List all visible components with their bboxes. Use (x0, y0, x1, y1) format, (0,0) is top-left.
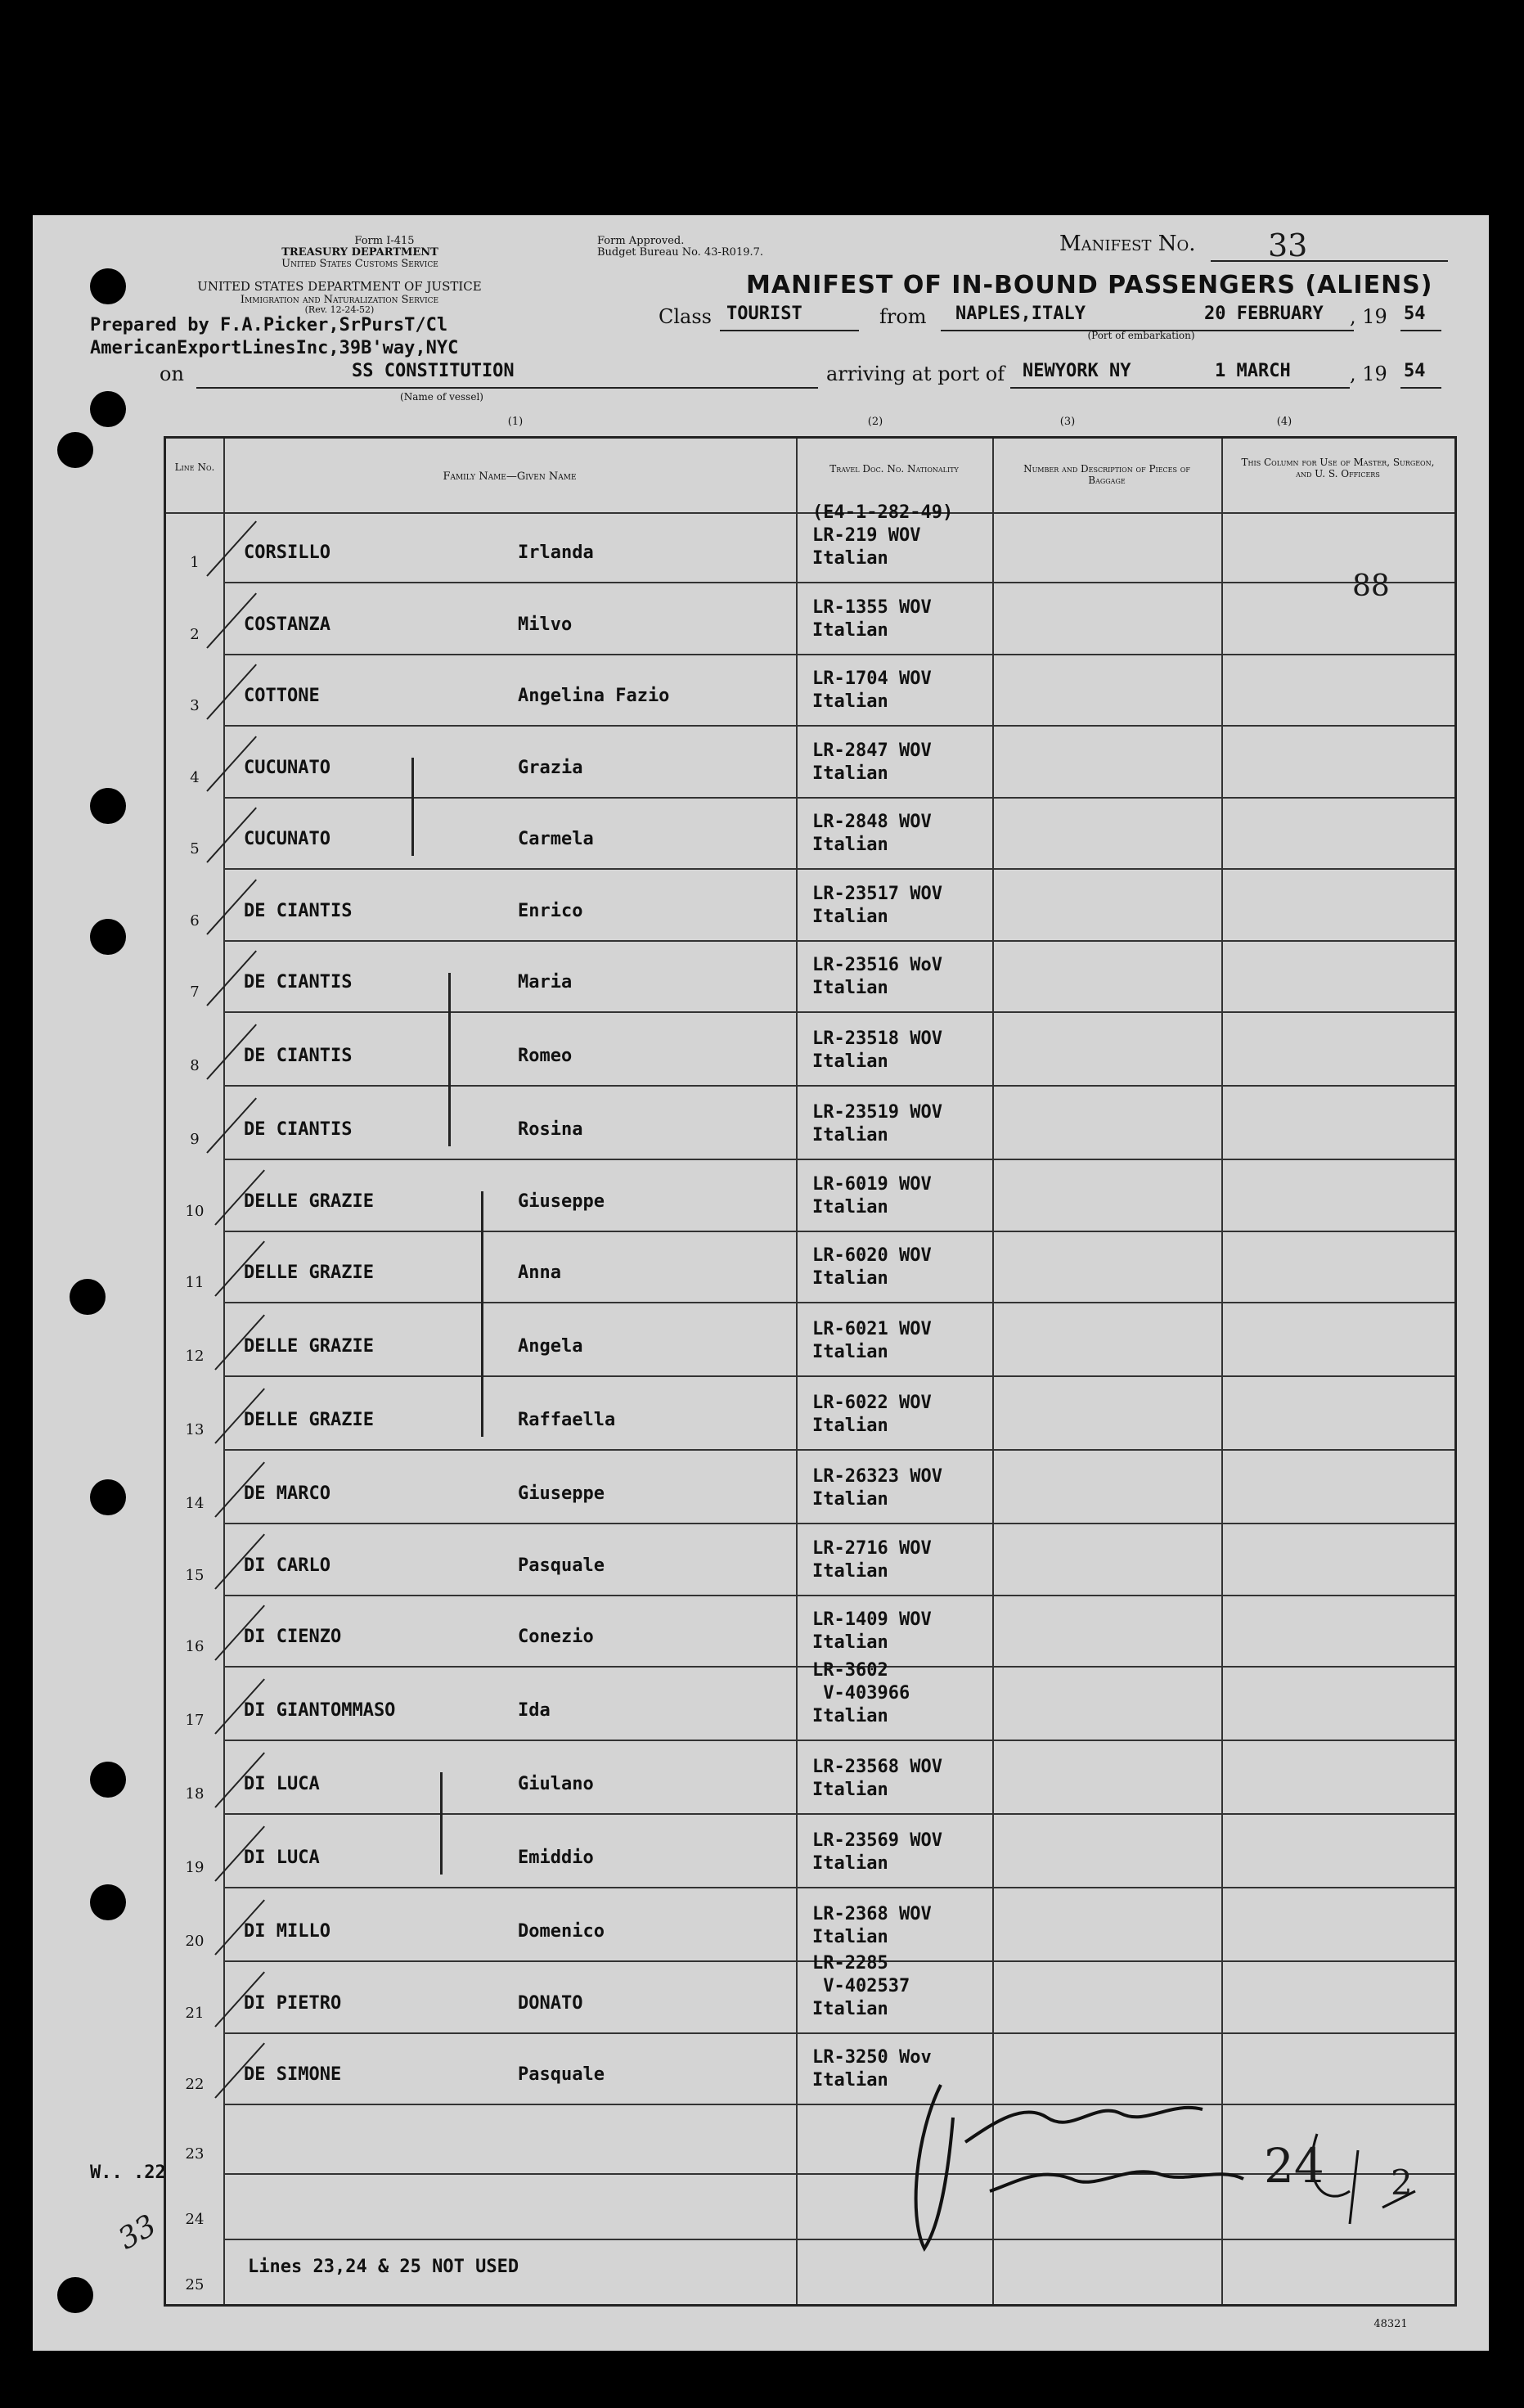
row-given-name: Conezio (518, 1627, 594, 1647)
row-given-name: Domenico (518, 1921, 605, 1942)
row-divider (223, 1449, 1454, 1451)
row-travel-doc: LR-6022 WOV Italian (812, 1393, 932, 1436)
col-divider (1221, 439, 1223, 2304)
row-given-name: Angela (518, 1336, 583, 1357)
year-line-2 (1400, 387, 1441, 389)
row-given-name: DONATO (518, 1993, 583, 2014)
family-group-bracket (440, 1772, 443, 1875)
arriving-label: arriving at port of (826, 362, 1005, 385)
row-line-number: 8 (190, 1057, 200, 1074)
row-family-name: DE CIANTIS (244, 972, 353, 992)
row-divider (223, 2032, 1454, 2034)
row-given-name: Maria (518, 972, 573, 992)
row-divider (223, 1302, 1454, 1303)
signature-mark-2: 2 (1391, 2163, 1413, 2203)
family-group-bracket (481, 1191, 483, 1437)
row-line-number: 10 (185, 1203, 205, 1220)
row-line-number: 25 (185, 2276, 205, 2293)
col-divider (223, 439, 225, 2304)
row-travel-doc: LR-23568 WOV Italian (812, 1757, 942, 1800)
row-travel-doc: LR-2847 WOV Italian (812, 740, 932, 784)
row-family-name: DI MILLO (244, 1921, 330, 1942)
row-travel-doc: LR-2848 WOV Italian (812, 812, 932, 855)
row-line-number: 20 (185, 1933, 205, 1950)
row-travel-doc: LR-6019 WOV Italian (812, 1174, 932, 1218)
family-group-bracket (448, 973, 451, 1146)
head-officers: This Column for Use of Master, Surgeon, and U. S. Officers (1241, 457, 1435, 479)
signature-mark: 24 (1264, 2138, 1324, 2194)
row-line-number: 6 (190, 912, 200, 929)
row-family-name: DI CIENZO (244, 1627, 342, 1647)
row-given-name: Enrico (518, 901, 583, 921)
row-family-name: DI LUCA (244, 1848, 320, 1868)
row-family-name: DELLE GRAZIE (244, 1336, 374, 1357)
year-prefix-2: , 19 (1350, 362, 1387, 385)
passenger-table (164, 436, 1457, 2307)
row-given-name: Pasquale (518, 2064, 605, 2085)
head-doc: Travel Doc. No. Nationality (829, 463, 959, 475)
budget-bureau: Budget Bureau No. 43-R019.7. (597, 246, 764, 259)
row-given-name: Emiddio (518, 1848, 594, 1868)
arrival-line (1010, 387, 1350, 389)
row-line-number: 19 (185, 1859, 205, 1876)
row-family-name: DI LUCA (244, 1774, 320, 1794)
row-line-number: 13 (185, 1421, 205, 1438)
row-travel-doc: LR-26323 WOV Italian (812, 1466, 942, 1510)
row-given-name: Giuseppe (518, 1483, 605, 1504)
prepared-by: Prepared by F.A.Picker,SrPursT/Cl (90, 315, 448, 335)
footer-note: Lines 23,24 & 25 NOT USED (248, 2257, 519, 2277)
row-travel-doc: LR-3250 Wov Italian (812, 2047, 932, 2091)
embarkation-port: NAPLES,ITALY (955, 304, 1086, 324)
row-line-number: 12 (185, 1348, 205, 1365)
row-family-name: DE CIANTIS (244, 901, 353, 921)
manifest-page (33, 215, 1489, 2351)
col-num-4: (4) (1276, 416, 1292, 428)
row-divider (223, 1375, 1454, 1377)
row-line-number: 23 (185, 2145, 205, 2163)
row-family-name: DI CARLO (244, 1555, 330, 1576)
col-divider (992, 439, 994, 2304)
row-travel-doc: LR-1355 WOV Italian (812, 597, 932, 641)
punch-hole (90, 1762, 126, 1798)
row-divider (223, 654, 1454, 655)
row-family-name: DE MARCO (244, 1483, 330, 1504)
row-divider (223, 1595, 1454, 1596)
margin-handwritten: 33 (112, 2208, 162, 2257)
row-divider (223, 797, 1454, 799)
manifest-no-line (1211, 260, 1448, 262)
row-divider (223, 940, 1454, 942)
revision: (Rev. 12-24-52) (304, 304, 375, 315)
vessel-caption: (Name of vessel) (400, 391, 483, 403)
row-family-name: DE CIANTIS (244, 1119, 353, 1140)
row-travel-doc: LR-3602 V-403966 Italian (812, 1660, 910, 1726)
year-1: 54 (1404, 304, 1426, 324)
row-family-name: CUCUNATO (244, 829, 330, 849)
punch-hole (90, 1884, 126, 1920)
manifest-no-label: Manifest No. (1059, 232, 1196, 256)
footer-code: 48321 (1373, 2318, 1408, 2330)
vessel-line (196, 387, 818, 389)
row-line-number: 21 (185, 2005, 205, 2022)
row-divider (223, 1085, 1454, 1087)
row-divider (223, 1523, 1454, 1524)
row-given-name: Giuseppe (518, 1191, 605, 1212)
col-num-3: (3) (1059, 416, 1076, 428)
row-line-number: 17 (185, 1712, 205, 1729)
punch-hole (90, 268, 126, 304)
row-family-name: COSTANZA (244, 614, 330, 635)
row-given-name: Carmela (518, 829, 594, 849)
row-travel-doc: (E4-1-282-49) LR-219 WOV Italian (812, 502, 954, 569)
row-given-name: Milvo (518, 614, 573, 635)
row-line-number: 16 (185, 1638, 205, 1655)
header-divider (166, 512, 1454, 514)
row-given-name: Pasquale (518, 1555, 605, 1576)
row-family-name: DELLE GRAZIE (244, 1191, 374, 1212)
officer-signature (892, 2068, 1423, 2257)
head-name: Family Name—Given Name (443, 470, 577, 483)
row-travel-doc: LR-23516 WoV Italian (812, 955, 942, 998)
port-caption: (Port of embarkation) (1087, 330, 1195, 341)
class-line (720, 330, 859, 331)
from-label: from (879, 305, 927, 328)
row-divider (223, 1159, 1454, 1160)
row-divider (223, 725, 1454, 727)
form-number: Form I-415 (354, 235, 415, 247)
row-travel-doc: LR-2716 WOV Italian (812, 1538, 932, 1582)
row-line-number: 11 (185, 1274, 205, 1291)
punch-hole (90, 919, 126, 955)
row-given-name: Raffaella (518, 1410, 616, 1430)
row-line-number: 4 (190, 769, 200, 786)
on-label: on (160, 362, 184, 385)
col-num-2: (2) (867, 416, 883, 428)
row-line-number: 1 (190, 554, 200, 571)
class-value: TOURIST (726, 304, 802, 324)
row-given-name: Irlanda (518, 542, 594, 563)
row-travel-doc: LR-1704 WOV Italian (812, 668, 932, 712)
embarkation-date: 20 FEBRUARY (1204, 304, 1324, 324)
officer-mark: 88 (1352, 569, 1390, 603)
row-given-name: Giulano (518, 1774, 594, 1794)
doj: UNITED STATES DEPARTMENT OF JUSTICE (197, 279, 482, 294)
ins: Immigration and Naturalization Service (240, 294, 439, 306)
row-travel-doc: LR-6020 WOV Italian (812, 1245, 932, 1289)
head-line-no: Line No. (174, 461, 215, 473)
manifest-title: MANIFEST OF IN-BOUND PASSENGERS (ALIENS) (746, 271, 1433, 299)
punch-hole (57, 2277, 93, 2313)
treasury-dept: TREASURY DEPARTMENT (281, 246, 438, 259)
row-travel-doc: LR-23518 WOV Italian (812, 1028, 942, 1072)
form-approved: Form Approved. (597, 235, 685, 247)
row-line-number: 3 (190, 697, 200, 714)
arrival-date: 1 MARCH (1215, 361, 1291, 381)
vessel-name: SS CONSTITUTION (352, 361, 515, 381)
row-given-name: Anna (518, 1263, 561, 1283)
manifest-number: 33 (1268, 227, 1308, 263)
row-travel-doc: LR-2285 V-402537 Italian (812, 1953, 910, 2019)
row-travel-doc: LR-2368 WOV Italian (812, 1904, 932, 1947)
row-line-number: 18 (185, 1785, 205, 1803)
row-given-name: Angelina Fazio (518, 686, 670, 706)
row-travel-doc: LR-1409 WOV Italian (812, 1609, 932, 1653)
row-family-name: DI PIETRO (244, 1993, 342, 2014)
row-family-name: DI GIANTOMMASO (244, 1700, 396, 1721)
row-given-name: Rosina (518, 1119, 583, 1140)
punch-hole (70, 1279, 106, 1315)
row-family-name: COTTONE (244, 686, 320, 706)
row-divider (223, 1231, 1454, 1232)
row-line-number: 9 (190, 1131, 200, 1148)
row-family-name: DELLE GRAZIE (244, 1410, 374, 1430)
row-travel-doc: LR-6021 WOV Italian (812, 1319, 932, 1362)
punch-hole (57, 432, 93, 468)
row-family-name: DELLE GRAZIE (244, 1263, 374, 1283)
row-travel-doc: LR-23569 WOV Italian (812, 1830, 942, 1874)
year-2: 54 (1404, 361, 1426, 381)
punch-hole (90, 788, 126, 824)
row-travel-doc: LR-23519 WOV Italian (812, 1102, 942, 1145)
row-line-number: 24 (185, 2211, 205, 2228)
row-line-number: 15 (185, 1567, 205, 1584)
row-given-name: Romeo (518, 1046, 573, 1066)
year-prefix-1: , 19 (1350, 305, 1387, 328)
company: AmericanExportLinesInc,39B'way,NYC (90, 338, 459, 358)
row-divider (223, 1887, 1454, 1888)
row-given-name: Grazia (518, 758, 583, 778)
row-travel-doc: LR-23517 WOV Italian (812, 884, 942, 927)
row-family-name: DE CIANTIS (244, 1046, 353, 1066)
punch-hole (90, 1479, 126, 1515)
row-line-number: 7 (190, 983, 200, 1001)
row-given-name: Ida (518, 1700, 551, 1721)
punch-hole (90, 391, 126, 427)
row-divider (223, 1813, 1454, 1815)
col-num-1: (1) (507, 416, 524, 428)
class-label: Class (659, 305, 712, 328)
arrival-port: NEWYORK NY (1023, 361, 1131, 381)
row-line-number: 22 (185, 2076, 205, 2093)
row-line-number: 14 (185, 1495, 205, 1512)
family-group-bracket (411, 758, 414, 856)
year-line-1 (1400, 330, 1441, 331)
customs-service: United States Customs Service (281, 258, 438, 270)
row-divider (223, 582, 1454, 583)
row-line-number: 2 (190, 626, 200, 643)
head-baggage: Number and Description of Pieces of Baggage (1023, 463, 1190, 486)
margin-note: W.. .22 (90, 2163, 166, 2183)
row-family-name: CORSILLO (244, 542, 330, 563)
row-divider (223, 868, 1454, 870)
col-divider (796, 439, 798, 2304)
row-line-number: 5 (190, 840, 200, 857)
row-family-name: CUCUNATO (244, 758, 330, 778)
row-divider (223, 1011, 1454, 1013)
row-family-name: DE SIMONE (244, 2064, 342, 2085)
row-divider (223, 1740, 1454, 1741)
